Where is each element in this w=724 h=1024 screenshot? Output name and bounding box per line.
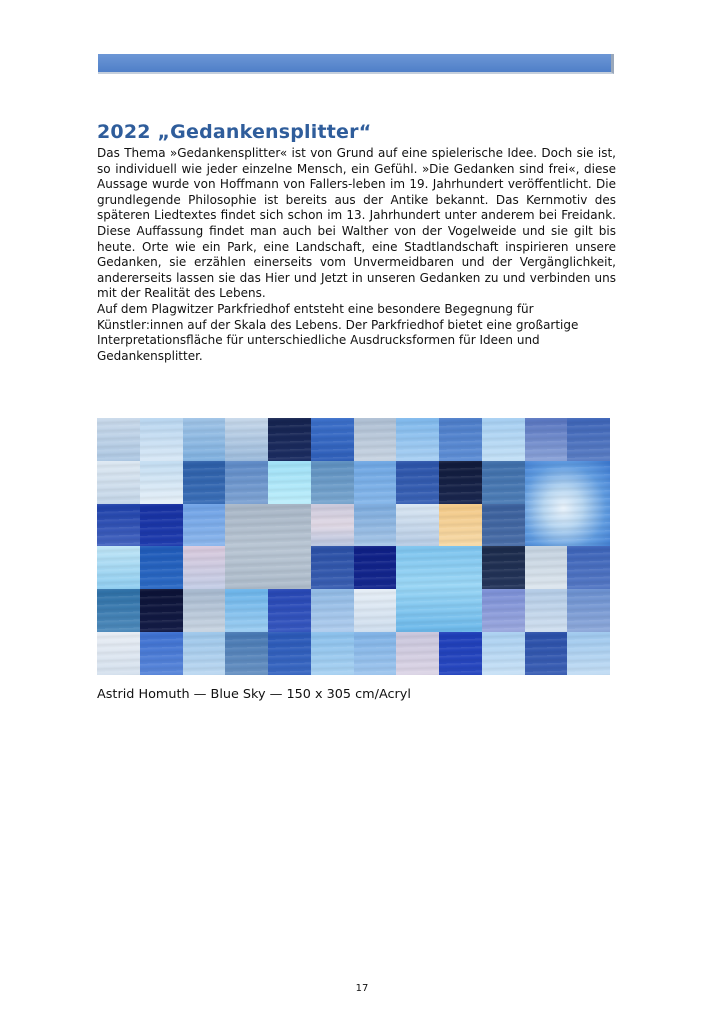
artwork-tile <box>439 632 482 675</box>
artwork-tile <box>396 418 439 461</box>
artwork-tile <box>525 418 568 461</box>
artwork-tile <box>311 418 354 461</box>
artwork-tile <box>97 589 140 632</box>
artwork-tile <box>482 418 525 461</box>
artwork-blue-sky <box>97 418 610 675</box>
artwork-tile <box>354 504 397 547</box>
artwork-tile <box>396 461 439 504</box>
artwork-tile <box>140 461 183 504</box>
artwork-tile <box>268 461 311 504</box>
artwork-tile <box>354 418 397 461</box>
artwork-tile <box>225 504 311 590</box>
artwork-tile <box>525 546 568 589</box>
artwork-tile <box>439 418 482 461</box>
body-text <box>97 146 616 364</box>
artwork-tile <box>140 632 183 675</box>
page-number: 17 <box>355 983 369 994</box>
artwork-tile <box>311 632 354 675</box>
artwork-tile <box>225 589 268 632</box>
artwork-tile <box>311 589 354 632</box>
artwork-tile <box>482 461 525 504</box>
artwork-tile <box>140 589 183 632</box>
artwork-caption: Astrid Homuth — Blue Sky — 150 x 305 cm/Acryl <box>97 687 411 702</box>
artwork-tile <box>183 546 226 589</box>
artwork-tile <box>311 546 354 589</box>
artwork-tile <box>268 632 311 675</box>
artwork-tile <box>183 504 226 547</box>
artwork-tile <box>97 418 140 461</box>
artwork-tile <box>525 461 611 547</box>
artwork-tile <box>482 504 525 547</box>
artwork-tile <box>439 461 482 504</box>
artwork-tile <box>97 546 140 589</box>
artwork-tile <box>396 504 439 547</box>
artwork-tile <box>482 546 525 589</box>
artwork-tile <box>396 546 482 632</box>
artwork-tile <box>97 504 140 547</box>
artwork-tile <box>183 589 226 632</box>
paragraph-intro: Das Thema »Gedankensplitter« ist von Grund auf eine spielerische Idee. Doch sie ist, so individuell wie jeder einzelne Mensch, ein Gefühl. »Die Gedanken sind frei«, diese Aussage wurde von Hoffmann von Fallers-leben im 19. Jahrhundert veröffentlicht. Die grundlegende Philosophie ist bereits aus der Antike bekannt. Das Kernmotiv des späteren Liedtextes findet sich schon im 13. Jahrhundert unter anderem bei Freidank. Diese Auffassung findet man auch bei Walther von der Vogelweide und sie gilt bis heute. Orte wie ein Park, eine Landschaft, eine Stadtlandschaft inspirieren unsere Gedanken, sie erzählen einerseits vom Unvermeidbaren und der Vergänglichkeit, andererseits lassen sie das Hier und Jetzt in unseren Gedanken zu und verbinden uns mit der Realität des Lebens. <box>97 146 616 301</box>
artwork-tile <box>525 632 568 675</box>
artwork-tile <box>225 418 268 461</box>
artwork-tile <box>567 418 610 461</box>
artwork-tile <box>140 418 183 461</box>
artwork-tile <box>354 589 397 632</box>
artwork-tile <box>354 546 397 589</box>
artwork-tile <box>482 589 525 632</box>
artwork-tile <box>354 632 397 675</box>
artwork-tile <box>268 589 311 632</box>
artwork-tile <box>183 461 226 504</box>
artwork-tile <box>567 546 610 589</box>
paragraph-parkfriedhof: Auf dem Plagwitzer Parkfriedhof entsteht eine besondere Begegnung für Künstler:innen auf der Skala des Lebens. Der Parkfriedhof bietet eine großartige Interpretationsfläche für unterschiedliche Ausdrucksformen für Ideen und Gedankensplitter. <box>97 301 579 363</box>
artwork-tile <box>97 461 140 504</box>
artwork-tile <box>311 504 354 547</box>
artwork-tile <box>567 589 610 632</box>
artwork-tile <box>183 632 226 675</box>
artwork-tile <box>482 632 525 675</box>
artwork-tile <box>567 632 610 675</box>
artwork-tile <box>97 632 140 675</box>
artwork-tile <box>140 504 183 547</box>
artwork-tile <box>183 418 226 461</box>
artwork-tile <box>225 461 268 504</box>
artwork-tile <box>439 504 482 547</box>
section-heading: 2022 „Gedankensplitter“ <box>97 121 372 143</box>
artwork-tile <box>225 632 268 675</box>
artwork-tile <box>268 418 311 461</box>
artwork-tile <box>354 461 397 504</box>
artwork-tile <box>525 589 568 632</box>
header-bar <box>98 54 614 74</box>
artwork-tile <box>311 461 354 504</box>
artwork-tile <box>140 546 183 589</box>
artwork-tile <box>396 632 439 675</box>
